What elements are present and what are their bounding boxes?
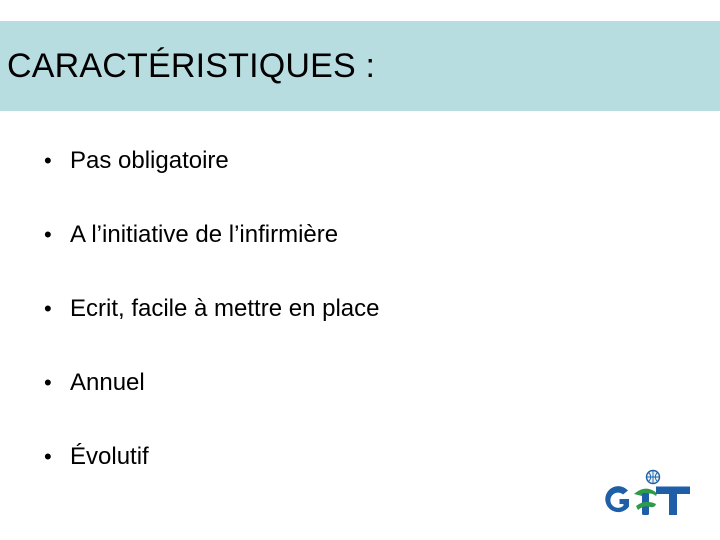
logo-letter-t: [656, 487, 690, 516]
list-item: [44, 346, 379, 420]
bullet-text: Annuel: [70, 369, 145, 396]
list-item: [44, 272, 379, 346]
list-item: [44, 198, 379, 272]
bullet-text: Ecrit, facile à mettre en place: [70, 295, 380, 322]
bullet-icon: •: [44, 370, 52, 395]
bullet-text: Pas obligatoire: [70, 147, 229, 174]
bullet-list: [44, 124, 379, 494]
git-logo-icon: [598, 466, 694, 522]
globe-icon: [647, 471, 660, 484]
list-item: [44, 124, 379, 198]
bullet-icon: •: [44, 148, 52, 173]
logo-letter-i: [634, 489, 657, 515]
bullet-text: A l’initiative de l’infirmière: [70, 221, 339, 248]
slide-title: CARACTÉRISTIQUES :: [7, 47, 376, 85]
logo-letter-g: [605, 486, 629, 512]
bullet-text: Évolutif: [70, 443, 149, 470]
bullet-icon: •: [44, 444, 52, 469]
list-item: [44, 420, 379, 494]
bullet-icon: •: [44, 222, 52, 247]
bullet-icon: •: [44, 296, 52, 321]
